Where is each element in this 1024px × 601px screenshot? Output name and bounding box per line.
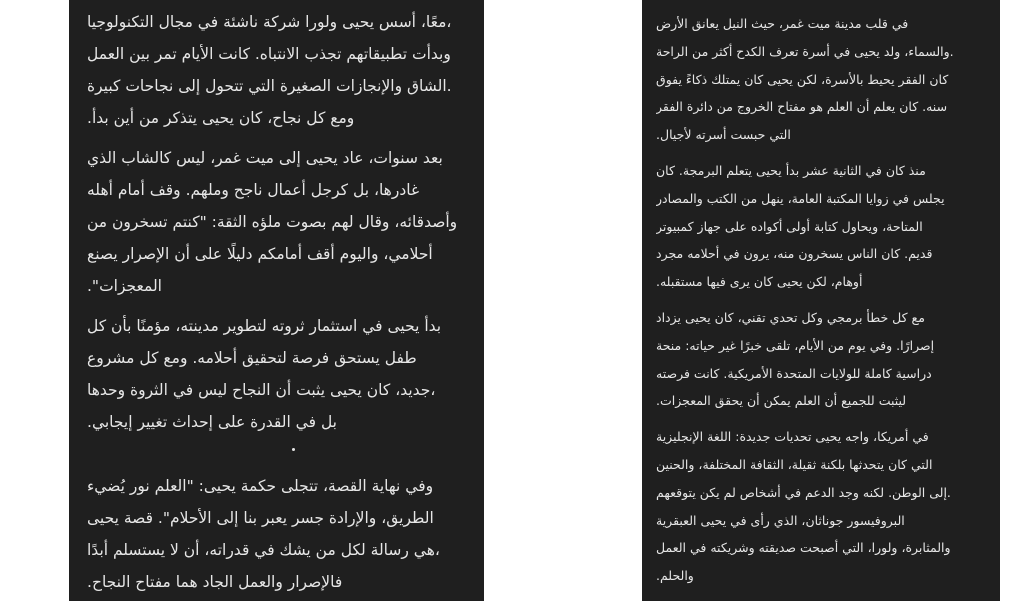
text-line: والسماء، ولد يحيى في أسرة تعرف الكدح أكثر من الراحة. <box>656 43 954 59</box>
text-line: .ليثبت للجميع أن العلم يمكن أن يحقق المعجزات <box>656 393 907 409</box>
text-line: .بل في القدرة على إحداث تغيير إيجابي <box>87 413 337 431</box>
story-paragraph <box>87 310 466 438</box>
text-line: يجلس في زوايا المكتبة العامة، ينهل من الكتب والمصادر <box>656 190 945 206</box>
text-line: معًا، أسس يحيى ولورا شركة ناشئة في مجال التكنولوجيا، <box>87 13 452 31</box>
text-line: دراسية كاملة للولايات المتحدة الأمريكية. كانت فرصته <box>656 365 932 381</box>
text-line: وفي نهاية القصة، تتجلى حكمة يحيى: "العلم نور يُضيء <box>87 477 434 495</box>
text-line: والمثابرة، ولورا، التي أصبحت صديقته وشريكته في العمل <box>656 540 951 556</box>
text-line: التي كان يتحدثها بلكنة ثقيلة، الثقافة المختلفة، والحنين <box>656 456 933 472</box>
text-line: وأصدقائه، وقال لهم بصوت ملؤه الثقة: "كنتم تسخرون من <box>87 213 458 231</box>
story-paragraph <box>656 423 984 590</box>
text-line: مع كل خطأ برمجي وكل تحدي تقني، كان يحيى يزداد <box>656 309 925 325</box>
text-line: الشاق والإنجازات الصغيرة التي تتحول إلى نجاحات كبيرة. <box>87 77 452 95</box>
story-paragraph <box>656 157 984 296</box>
text-line: وبدأت تطبيقاتهم تجذب الانتباه. كانت الأيام تمر بين العمل <box>87 45 451 63</box>
text-line: المتاحة، ويحاول كتابة أولى أكواده على جهاز كمبيوتر <box>656 218 923 234</box>
text-line: هي رسالة لكل من يشك في قدراته، أن لا يستسلم أبدًا، <box>87 541 440 559</box>
text-line: .والحلم <box>656 568 694 584</box>
left-page <box>69 0 484 601</box>
separator-dot-row <box>87 446 466 470</box>
story-paragraph <box>87 142 466 302</box>
text-line: غادرها، بل كرجل أعمال ناجح وملهم. وقف أمام أهله <box>87 181 420 199</box>
text-line: .ومع كل نجاح، كان يحيى يتذكر من أين بدأ <box>87 109 355 127</box>
text-line: أحلامي، واليوم أقف أمامكم دليلًا على أن الإصرار يصنع <box>87 245 433 263</box>
text-line: البروفيسور جوناثان، الذي رأى في يحيى العبقرية <box>656 512 905 528</box>
story-paragraph <box>87 6 466 134</box>
text-line: إصرارًا. وفي يوم من الأيام، تلقى خبرًا غير حياته: منحة <box>656 337 935 353</box>
right-page <box>642 0 1000 601</box>
text-line: .أوهام، لكن يحيى كان يرى فيها مستقبله <box>656 274 863 290</box>
story-paragraph <box>656 10 984 149</box>
separator-dot <box>292 448 295 451</box>
text-line: كان الفقر يحيط بالأسرة، لكن يحيى كان يمتلك ذكاءً يفوق <box>656 71 949 87</box>
text-line: منذ كان في الثانية عشر بدأ يحيى يتعلم البرمجة. كان <box>656 162 926 178</box>
text-line: إلى الوطن. لكنه وجد الدعم في أشخاص لم يكن يتوقعهم. <box>656 484 951 500</box>
text-line: طفل يستحق فرصة لتحقيق أحلامه. ومع كل مشروع <box>87 349 417 367</box>
story-paragraph <box>87 470 466 598</box>
text-line: .التي حبست أسرته لأجيال <box>656 127 791 143</box>
text-line: سنه. كان يعلم أن العلم هو مفتاح الخروج من دائرة الفقر <box>656 99 948 115</box>
text-line: في قلب مدينة ميت غمر، حيث النيل يعانق الأرض <box>656 16 909 31</box>
text-line: بعد سنوات، عاد يحيى إلى ميت غمر، ليس كالشاب الذي <box>87 149 443 167</box>
text-line: بدأ يحيى في استثمار ثروته لتطوير مدينته، مؤمنًا بأن كل <box>87 317 442 335</box>
story-paragraph <box>656 304 984 415</box>
text-line: الطريق، والإرادة جسر يعبر بنا إلى الأحلام". قصة يحيى <box>87 509 434 527</box>
text-line: في أمريكا، واجه يحيى تحديات جديدة: اللغة الإنجليزية <box>656 429 929 445</box>
text-line: ."المعجزات <box>87 277 162 295</box>
text-line: .فالإصرار والعمل الجاد هما مفتاح النجاح <box>87 573 343 591</box>
text-line: قديم. كان الناس يسخرون منه، يرون في أحلامه مجرد <box>656 246 933 262</box>
text-line: جديد، كان يحيى يثبت أن النجاح ليس في الثروة وحدها، <box>87 381 436 399</box>
